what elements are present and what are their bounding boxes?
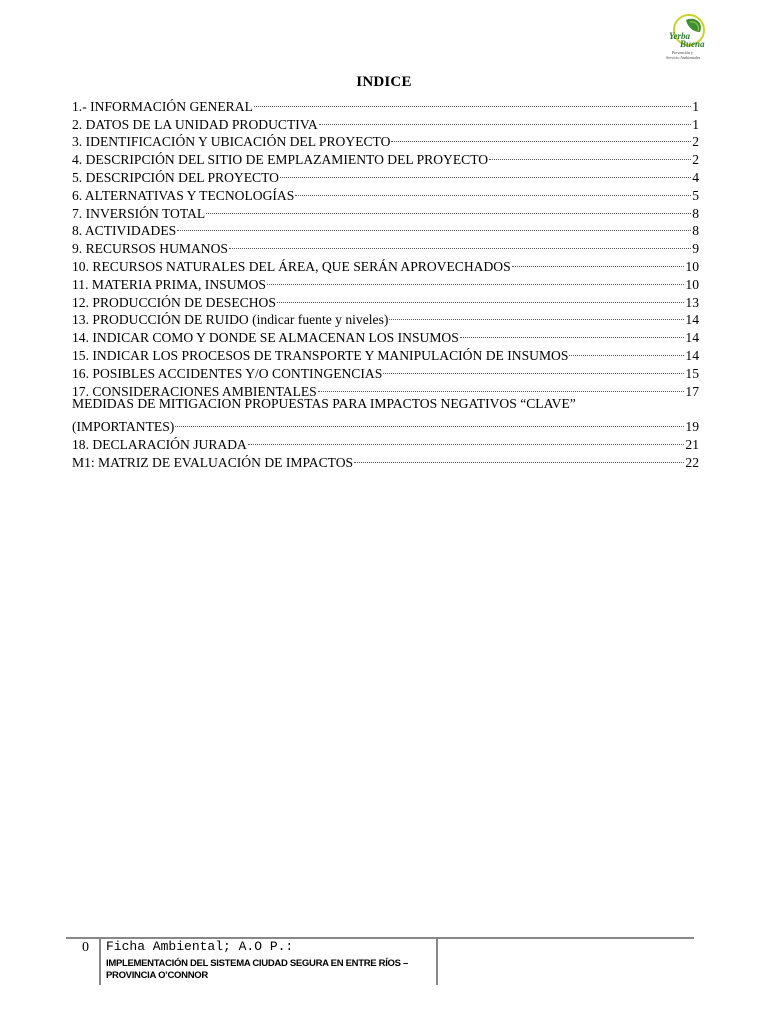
- dot-leader: [177, 213, 691, 232]
- dot-leader: [569, 337, 684, 356]
- footer-page-number: 0: [82, 940, 89, 955]
- toc-entry-page: 5: [692, 187, 699, 203]
- toc-entry-page: 9: [692, 241, 699, 257]
- dot-leader: [280, 159, 691, 178]
- toc-entry-page: 4: [692, 169, 699, 185]
- toc-entry-page: 2: [692, 152, 699, 168]
- dot-leader: [319, 106, 691, 125]
- toc-entry-label: 6. ALTERNATIVAS Y TECNOLOGÍAS: [72, 187, 295, 203]
- dot-leader: [175, 408, 684, 427]
- toc-entry-label: 18. DECLARACIÓN JURADA: [72, 436, 247, 452]
- logo-text-bottom: Buena: [680, 39, 705, 49]
- toc-entry-label: 17. CONSIDERACIONES AMBIENTALES: [72, 383, 317, 399]
- toc-entry-label: 3. IDENTIFICACIÓN Y UBICACIÓN DEL PROYECTO: [72, 134, 391, 150]
- toc-entry-label: 9. RECURSOS HUMANOS: [72, 241, 228, 257]
- toc-entry-label: 16. POSIBLES ACCIDENTES Y/O CONTINGENCIAS: [72, 365, 383, 381]
- dot-leader: [354, 444, 684, 463]
- index-title: INDICE: [356, 74, 412, 90]
- dot-leader: [389, 302, 684, 321]
- toc-entry-label: 10. RECURSOS NATURALES DEL ÁREA, QUE SERÁN APROVECHADOS: [72, 258, 511, 274]
- logo-text-top: Yerba: [669, 31, 690, 41]
- toc-entry-label: 14. INDICAR COMO Y DONDE SE ALMACENAN LOS INSUMOS: [72, 330, 459, 346]
- company-logo: [660, 12, 718, 62]
- footer-heading: Ficha Ambiental; A.O P.:: [106, 939, 294, 954]
- toc-entry-page: 8: [692, 205, 699, 221]
- toc-entry-label: 13. PRODUCCIÓN DE RUIDO (indicar fuente y niveles): [72, 312, 389, 328]
- toc-entry-page: 8: [692, 223, 699, 239]
- logo-tagline-1: Prevención y: [672, 50, 693, 55]
- toc-entry-page: 10: [685, 276, 699, 292]
- dot-leader: [383, 355, 684, 374]
- dot-leader: [391, 124, 691, 143]
- toc-entry-label: 15. INDICAR LOS PROCESOS DE TRANSPORTE Y MANIPULACIÓN DE INSUMOS: [72, 347, 569, 363]
- table-of-contents: [72, 92, 699, 470]
- page-footer: [66, 937, 694, 985]
- toc-entry-wrapped-line1[interactable]: MEDIDAS DE MITIGACION PROPUESTAS PARA IMPACTOS NEGATIVOS “CLAVE”: [72, 395, 576, 411]
- toc-entry-page: 22: [685, 454, 699, 470]
- dot-leader: [229, 230, 691, 249]
- toc-entry-page: 10: [685, 258, 699, 274]
- toc-entry-page: 1: [692, 116, 699, 132]
- toc-entry-label: 1.- INFORMACIÓN GENERAL: [72, 98, 253, 114]
- toc-entry-label: M1: MATRIZ DE EVALUACIÓN DE IMPACTOS: [72, 454, 354, 470]
- toc-entry-label: 11. MATERIA PRIMA, INSUMOS: [72, 276, 266, 292]
- toc-entry-page: 13: [685, 294, 699, 310]
- toc-entry-page: 21: [685, 436, 699, 452]
- toc-entry-label: 5. DESCRIPCIÓN DEL PROYECTO: [72, 169, 279, 185]
- dot-leader: [267, 266, 684, 285]
- dot-leader: [206, 195, 691, 214]
- toc-entry-page: 1: [692, 98, 699, 114]
- dot-leader: [248, 426, 685, 445]
- footer-project-title: IMPLEMENTACIÓN DEL SISTEMA CIUDAD SEGURA EN ENTRE RÍOS – PROVINCIA O’CONNOR: [106, 958, 409, 981]
- toc-entry-page: 17: [685, 383, 699, 399]
- toc-entry-label: 4. DESCRIPCIÓN DEL SITIO DE EMPLAZAMIENTO DEL PROYECTO: [72, 152, 489, 168]
- toc-entry-page: 14: [685, 330, 699, 346]
- toc-entry-label: (IMPORTANTES): [72, 419, 175, 435]
- dot-leader: [460, 319, 685, 338]
- dot-leader: [254, 88, 691, 107]
- toc-entry-page: 2: [692, 134, 699, 150]
- toc-entry-page: 19: [685, 419, 699, 435]
- toc-entry-page: 14: [685, 312, 699, 328]
- footer-divider: [436, 939, 438, 985]
- dot-leader: [318, 373, 685, 392]
- toc-entry-page: 15: [685, 365, 699, 381]
- toc-entry-label: 8. ACTIVIDADES: [72, 223, 177, 239]
- dot-leader: [277, 284, 684, 303]
- logo-tagline-2: Servicio Ambientales: [666, 55, 701, 60]
- toc-entry-label: 2. DATOS DE LA UNIDAD PRODUCTIVA: [72, 116, 318, 132]
- toc-entry-label: 7. INVERSIÓN TOTAL: [72, 205, 206, 221]
- dot-leader: [512, 248, 685, 267]
- footer-divider: [99, 939, 101, 985]
- toc-entry-label: 12. PRODUCCIÓN DE DESECHOS: [72, 294, 276, 310]
- toc-entry-page: 14: [685, 347, 699, 363]
- dot-leader: [489, 141, 691, 160]
- dot-leader: [295, 177, 691, 196]
